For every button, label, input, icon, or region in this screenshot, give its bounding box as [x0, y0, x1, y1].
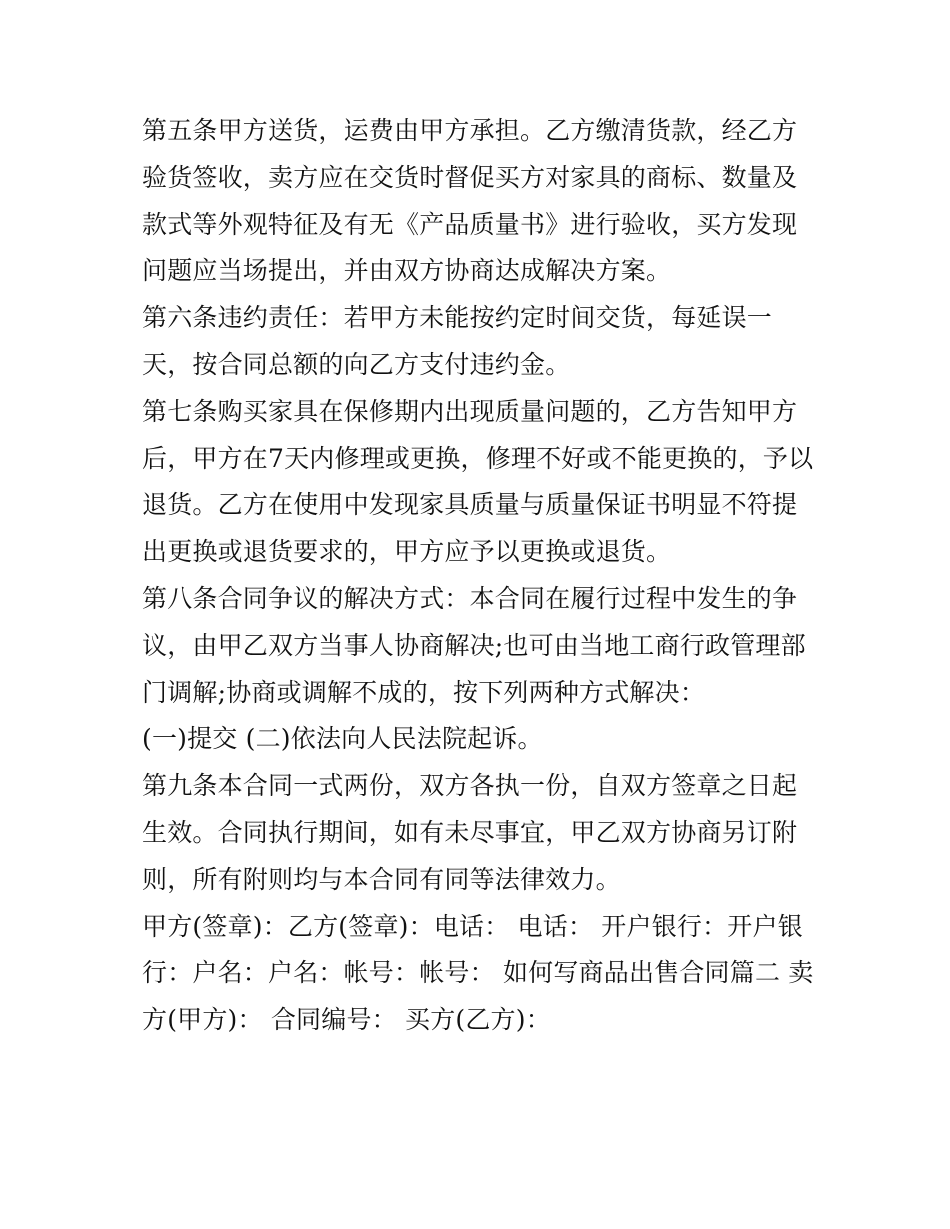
clause-9-paragraph: 第九条本合同一式两份，双方各执一份，自双方签章之日起生效。合同执行期间，如有未尽事宜，甲乙双方协商另订附则，所有附则均与本合同有同等法律效力。: [142, 771, 798, 894]
clause-5-paragraph: 第五条甲方送货，运费由甲方承担。乙方缴清货款，经乙方验货签收，卖方应在交货时督促买方对家具的商标、数量及款式等外观特征及有无《产品质量书》进行验收，买方发现问题应当场提出，并由双方协商达成解决方案。: [142, 116, 798, 286]
signature-block-paragraph: 甲方(签章)：乙方(签章)：电话： 电话： 开户银行：开户银行：户名：户名：帐号：帐号： 如何写商品出售合同篇二 卖方(甲方)： 合同编号： 买方(乙方)：: [142, 911, 814, 1035]
dispute-options-paragraph: (一)提交 (二)依法向人民法院起诉。: [142, 724, 543, 754]
clause-6-paragraph: 第六条违约责任：若甲方未能按约定时间交货，每延误一天，按合同总额的向乙方支付违约金。: [142, 303, 773, 379]
document-body: [142, 108, 822, 1044]
clause-8-paragraph: 第八条合同争议的解决方式：本合同在履行过程中发生的争议，由甲乙双方当事人协商解决;也可由当地工商行政管理部门调解;协商或调解不成的，按下列两种方式解决：: [142, 583, 806, 707]
clause-7-paragraph: 第七条购买家具在保修期内出现质量问题的，乙方告知甲方后，甲方在7天内修理或更换，修理不好或不能更换的，予以退货。乙方在使用中发现家具质量与质量保证书明显不符提出更换或退货要求的，甲方应予以更换或退货。: [142, 396, 814, 567]
